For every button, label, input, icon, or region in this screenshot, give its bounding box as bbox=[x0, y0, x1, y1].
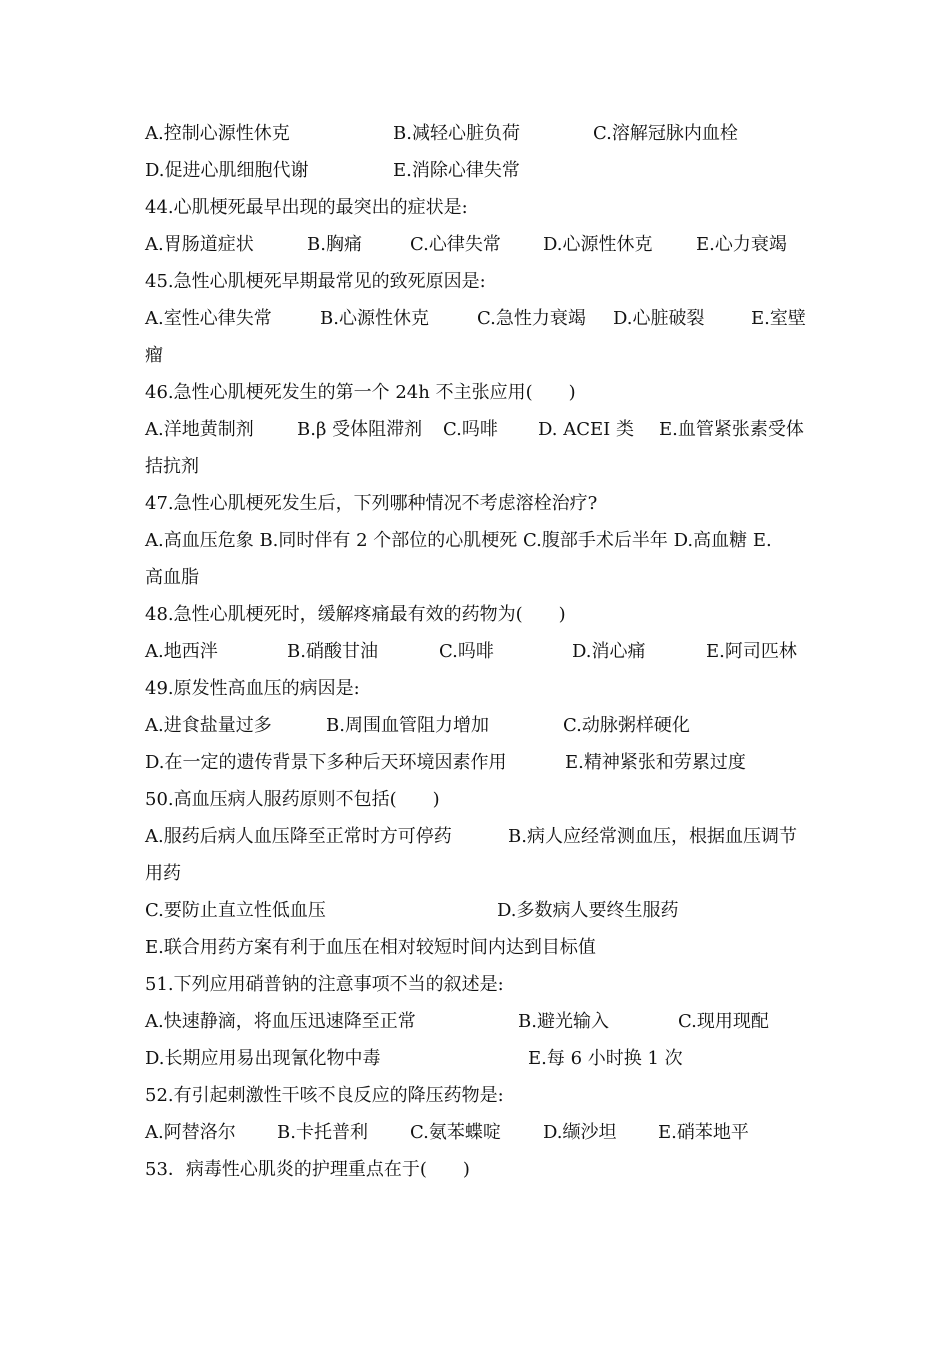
text-line bbox=[145, 189, 815, 226]
option-text: E.心力衰竭 bbox=[696, 234, 787, 255]
option-text: E.联合用药方案有利于血压在相对较短时间内达到目标值 bbox=[145, 937, 596, 958]
question-text: 44.心肌梗死最早出现的最突出的症状是: bbox=[145, 197, 468, 218]
text-line bbox=[145, 559, 815, 596]
option-text: D.促进心肌细胞代谢 bbox=[145, 160, 309, 181]
option-text: B.β 受体阻滞剂 bbox=[297, 419, 423, 440]
option-text: B.病人应经常测血压，根据血压调节 bbox=[508, 826, 797, 847]
text-line bbox=[145, 1040, 815, 1077]
option-text: E.精神紧张和劳累过度 bbox=[565, 752, 746, 773]
text-line bbox=[145, 485, 815, 522]
option-text: B.心源性休克 bbox=[320, 308, 429, 329]
text-line bbox=[145, 929, 815, 966]
option-text: 拮抗剂 bbox=[145, 456, 199, 477]
option-text: A.进食盐量过多 bbox=[145, 715, 272, 736]
question-text: 50.高血压病人服药原则不包括( ) bbox=[145, 789, 440, 810]
option-text: D.长期应用易出现氰化物中毒 bbox=[145, 1048, 381, 1069]
question-text: 46.急性心肌梗死发生的第一个 24h 不主张应用( ) bbox=[145, 382, 576, 403]
text-line bbox=[145, 1114, 815, 1151]
option-text: A.胃肠道症状 bbox=[145, 234, 254, 255]
option-text: C.氨苯蝶啶 bbox=[410, 1122, 501, 1143]
option-text: A.快速静滴，将血压迅速降至正常 bbox=[145, 1011, 416, 1032]
option-text: A.阿替洛尔 bbox=[145, 1122, 236, 1143]
question-text-block bbox=[145, 115, 815, 1188]
question-text: 52.有引起刺激性干咳不良反应的降压药物是: bbox=[145, 1085, 504, 1106]
text-line bbox=[145, 633, 815, 670]
option-text: 用药 bbox=[145, 863, 181, 884]
text-line bbox=[145, 152, 815, 189]
question-text: 49.原发性高血压的病因是: bbox=[145, 678, 360, 699]
option-text: D.消心痛 bbox=[572, 641, 646, 662]
text-line bbox=[145, 966, 815, 1003]
text-line bbox=[145, 337, 815, 374]
option-text: D.心脏破裂 bbox=[613, 308, 705, 329]
option-text: D.多数病人要终生服药 bbox=[497, 900, 679, 921]
option-text: C.心律失常 bbox=[410, 234, 501, 255]
text-line bbox=[145, 411, 815, 448]
option-text: C.溶解冠脉内血栓 bbox=[593, 123, 738, 144]
option-text: C.急性力衰竭 bbox=[477, 308, 586, 329]
text-line bbox=[145, 522, 815, 559]
option-text: B.卡托普利 bbox=[277, 1122, 368, 1143]
text-line bbox=[145, 892, 815, 929]
question-text: 45.急性心肌梗死早期最常见的致死原因是: bbox=[145, 271, 486, 292]
option-text: B.胸痛 bbox=[307, 234, 362, 255]
option-text: E.室壁 bbox=[751, 308, 806, 329]
option-text: 瘤 bbox=[145, 345, 163, 366]
text-line bbox=[145, 707, 815, 744]
question-text: 53．病毒性心肌炎的护理重点在于( ) bbox=[145, 1159, 470, 1180]
option-text: A.服药后病人血压降至正常时方可停药 bbox=[145, 826, 452, 847]
option-text: E.血管紧张素受体 bbox=[659, 419, 804, 440]
question-text: 48.急性心肌梗死时，缓解疼痛最有效的药物为( ) bbox=[145, 604, 566, 625]
question-text: 51.下列应用硝普钠的注意事项不当的叙述是: bbox=[145, 974, 504, 995]
text-line bbox=[145, 374, 815, 411]
option-text: A.高血压危象 B.同时伴有 2 个部位的心肌梗死 C.腹部手术后半年 D.高血糖 E. bbox=[145, 530, 772, 551]
text-line bbox=[145, 1077, 815, 1114]
text-line bbox=[145, 855, 815, 892]
option-text: C.动脉粥样硬化 bbox=[563, 715, 690, 736]
option-text: B.硝酸甘油 bbox=[287, 641, 378, 662]
option-text: D.心源性休克 bbox=[543, 234, 653, 255]
text-line bbox=[145, 226, 815, 263]
text-line bbox=[145, 596, 815, 633]
option-text: A.地西泮 bbox=[145, 641, 218, 662]
option-text: A.控制心源性休克 bbox=[145, 123, 290, 144]
option-text: C.吗啡 bbox=[439, 641, 494, 662]
option-text: B.周围血管阻力增加 bbox=[326, 715, 489, 736]
text-line bbox=[145, 115, 815, 152]
text-line bbox=[145, 448, 815, 485]
text-line bbox=[145, 818, 815, 855]
option-text: D. ACEI 类 bbox=[538, 419, 634, 440]
option-text: A.洋地黄制剂 bbox=[145, 419, 254, 440]
option-text: 高血脂 bbox=[145, 567, 199, 588]
text-line bbox=[145, 263, 815, 300]
text-line bbox=[145, 1003, 815, 1040]
option-text: B.减轻心脏负荷 bbox=[393, 123, 520, 144]
option-text: E.每 6 小时换 1 次 bbox=[528, 1048, 683, 1069]
text-line bbox=[145, 300, 815, 337]
option-text: D.在一定的遗传背景下多种后天环境因素作用 bbox=[145, 752, 507, 773]
option-text: C.吗啡 bbox=[443, 419, 498, 440]
option-text: E.阿司匹林 bbox=[706, 641, 797, 662]
text-line bbox=[145, 781, 815, 818]
text-line bbox=[145, 670, 815, 707]
option-text: A.室性心律失常 bbox=[145, 308, 272, 329]
option-text: C.要防止直立性低血压 bbox=[145, 900, 326, 921]
text-line bbox=[145, 744, 815, 781]
option-text: D.缬沙坦 bbox=[543, 1122, 617, 1143]
question-text: 47.急性心肌梗死发生后，下列哪种情况不考虑溶栓治疗? bbox=[145, 493, 598, 514]
option-text: E.硝苯地平 bbox=[658, 1122, 749, 1143]
option-text: C.现用现配 bbox=[678, 1011, 769, 1032]
option-text: B.避光输入 bbox=[518, 1011, 609, 1032]
option-text: E.消除心律失常 bbox=[393, 160, 520, 181]
text-line bbox=[145, 1151, 815, 1188]
